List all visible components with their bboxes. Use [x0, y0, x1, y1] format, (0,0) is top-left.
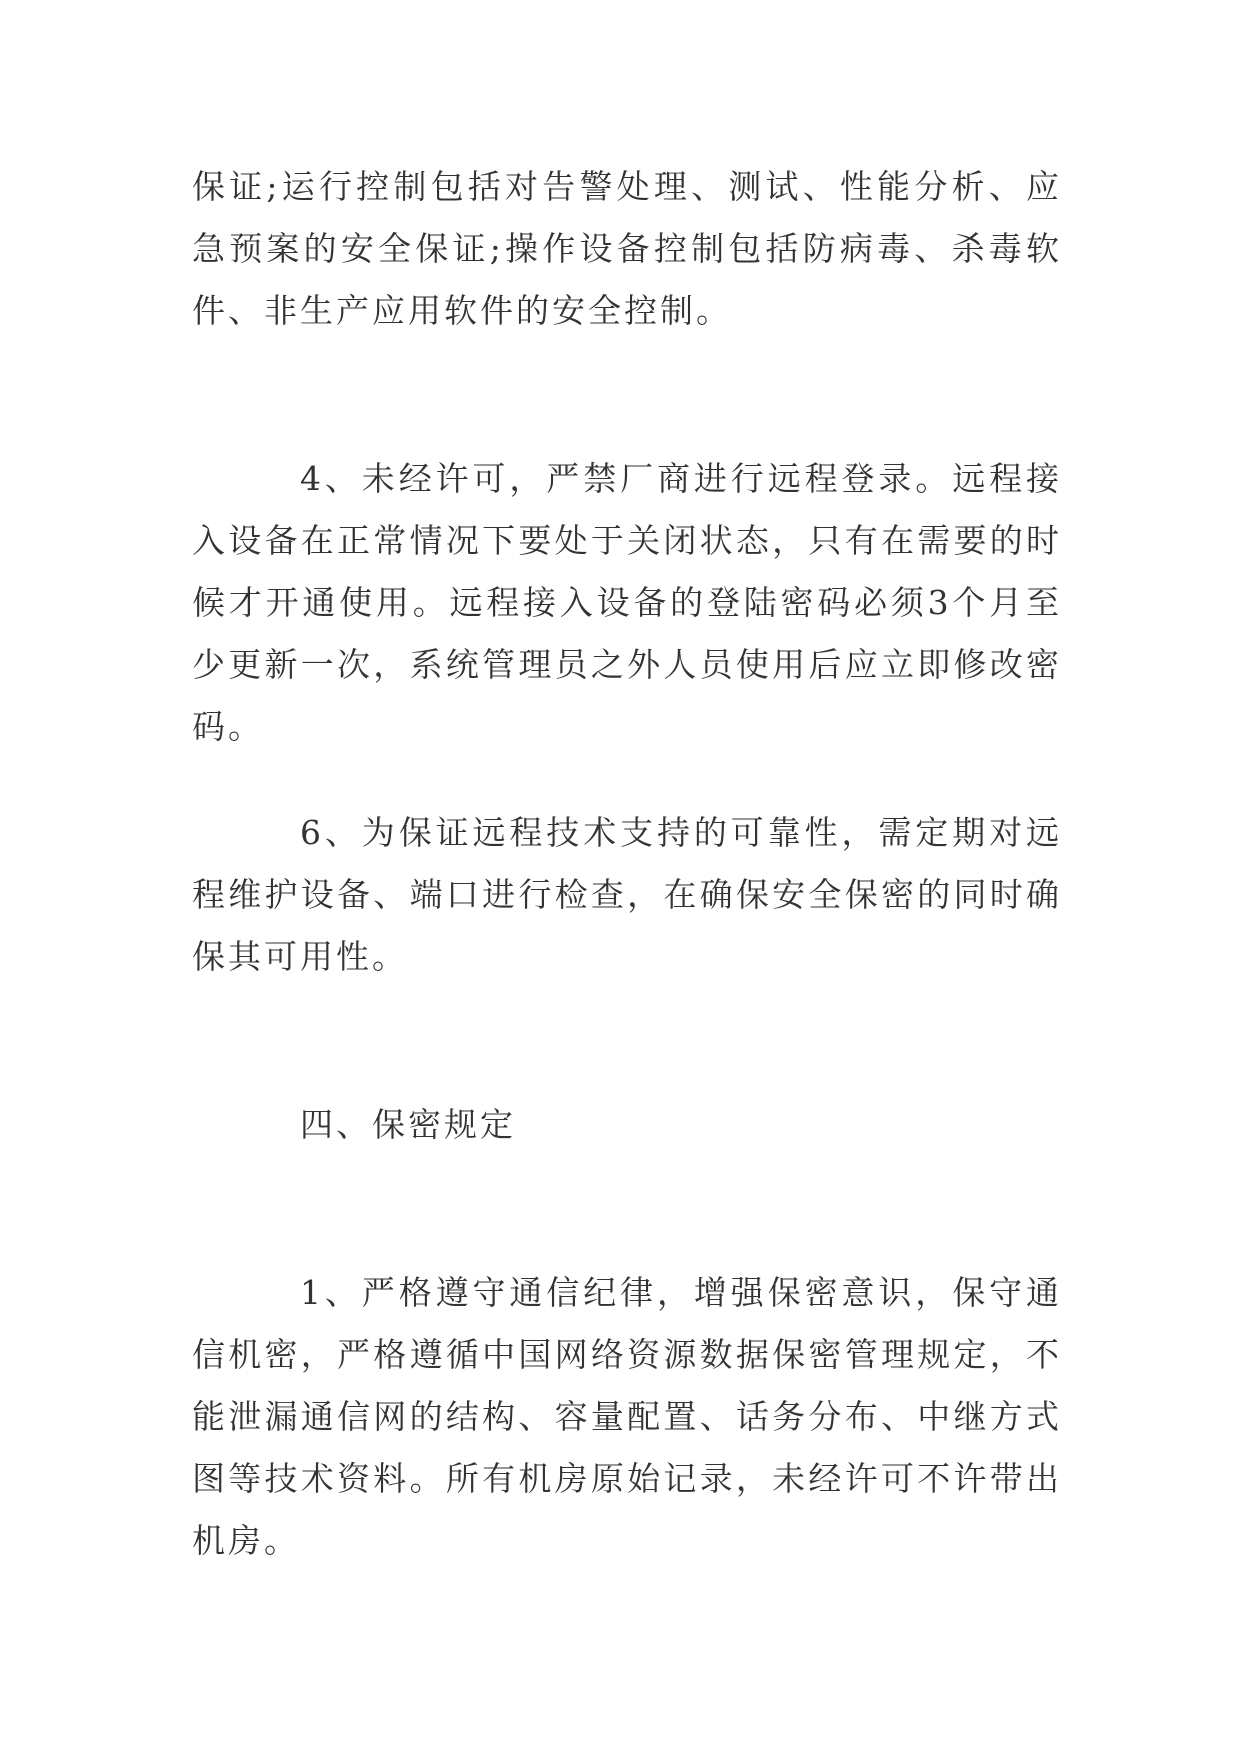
- paragraph-item-4-remote-login: 4、未经许可，严禁厂商进行远程登录。远程接入设备在正常情况下要处于关闭状态，只有在需要的时候才开通使用。远程接入设备的登陆密码必须3个月至少更新一次，系统管理员之外人员使用后应立即修改密码。: [192, 459, 1062, 746]
- section-heading-confidentiality: 四、保密规定: [300, 1105, 516, 1144]
- paragraph-item-6-remote-support: 6、为保证远程技术支持的可靠性，需定期对远程维护设备、端口进行检查，在确保安全保密的同时确保其可用性。: [192, 813, 1062, 976]
- paragraph-security-control: 保证;运行控制包括对告警处理、测试、性能分析、应急预案的安全保证;操作设备控制包括防病毒、杀毒软件、非生产应用软件的安全控制。: [192, 167, 1062, 330]
- paragraph-item-1-confidentiality: 1、严格遵守通信纪律，增强保密意识，保守通信机密，严格遵循中国网络资源数据保密管理规定，不能泄漏通信网的结构、容量配置、话务分布、中继方式图等技术资料。所有机房原始记录，未经许可不许带出机房。: [192, 1273, 1062, 1560]
